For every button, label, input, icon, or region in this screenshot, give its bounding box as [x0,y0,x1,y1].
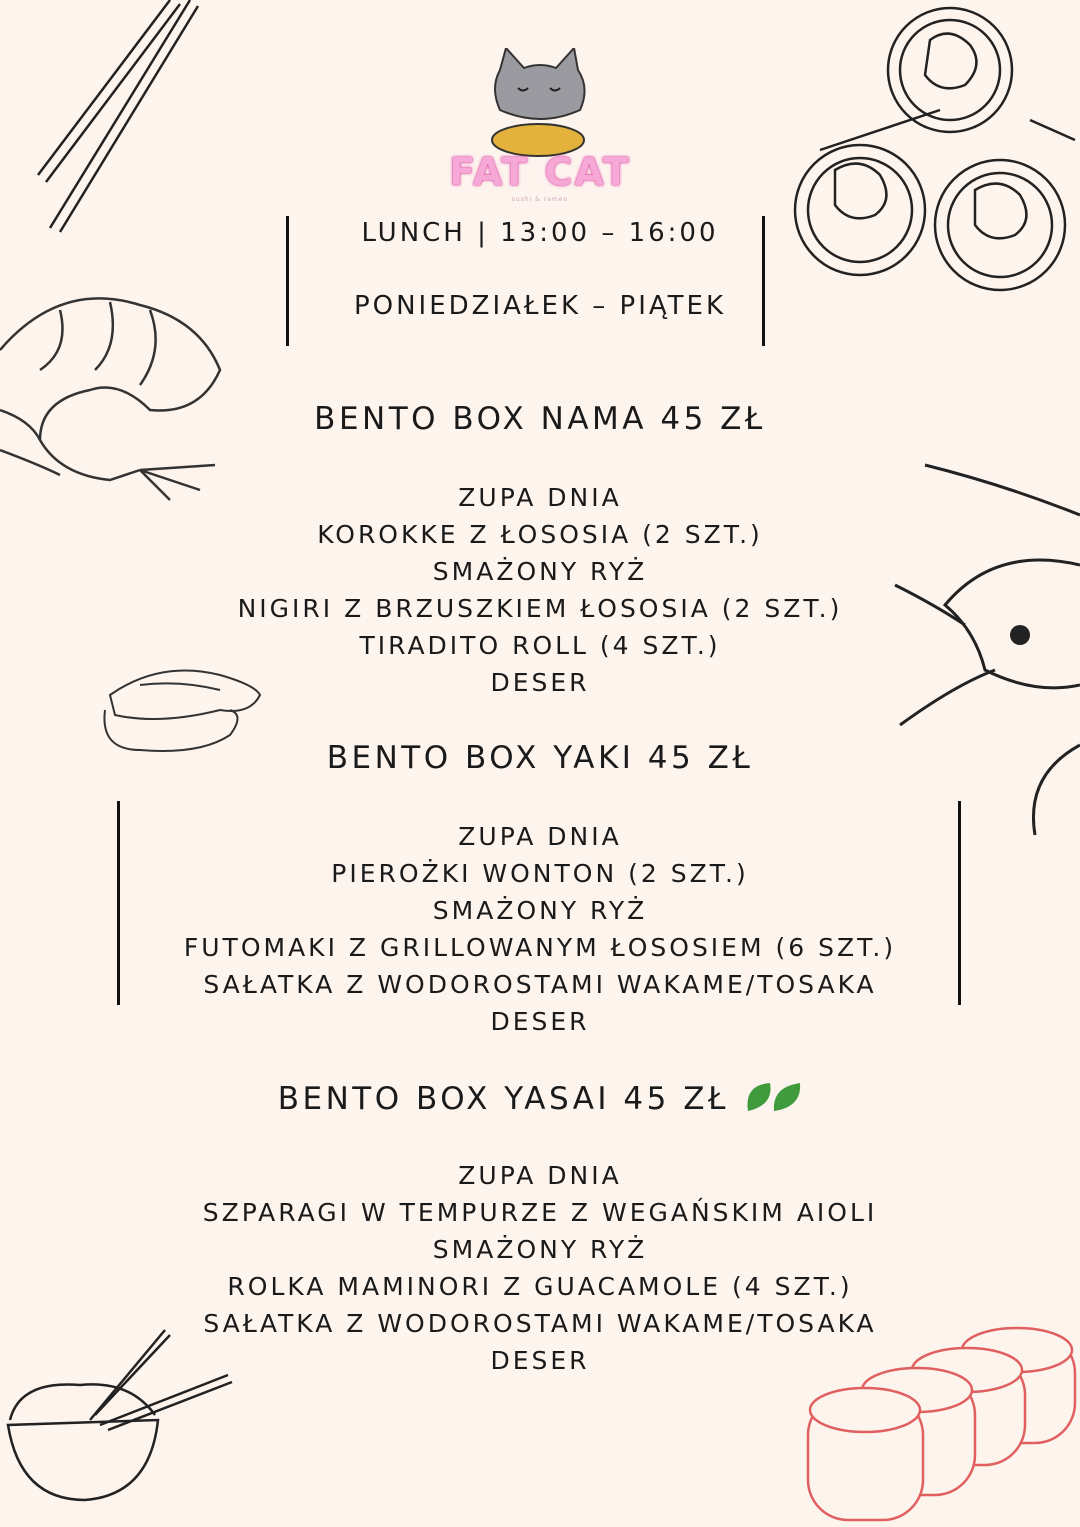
cat-logo-icon [478,48,602,158]
list-item: DESER [490,1346,590,1375]
section-title-yaki: BENTO BOX YAKI 45 ZŁ [326,740,754,776]
brand-logo-text: FAT CAT [449,150,631,194]
section-title-nama: BENTO BOX NAMA 45 ZŁ [314,401,766,437]
list-item: ROLKA MAMINORI Z GUACAMOLE (4 SZT.) [227,1272,853,1301]
list-item: TIRADITO ROLL (4 SZT.) [359,631,721,660]
list-item: SMAŻONY RYŻ [432,1235,648,1264]
list-item: NIGIRI Z BRZUSZKIEM ŁOSOSIA (2 SZT.) [237,594,843,623]
list-item: SAŁATKA Z WODOROSTAMI WAKAME/TOSAKA [203,1309,877,1338]
list-item: ZUPA DNIA [458,1161,622,1190]
lunch-days: PONIEDZIAŁEK – PIĄTEK [353,291,727,321]
list-item: SAŁATKA Z WODOROSTAMI WAKAME/TOSAKA [203,970,877,999]
brand-tagline: sushi & ramen [511,196,569,203]
list-item: SZPARAGI W TEMPURZE Z WEGAŃSKIM AIOLI [202,1198,878,1227]
list-item: DESER [490,1007,590,1036]
list-item: ZUPA DNIA [458,822,622,851]
vegan-leaf-icon [744,1079,802,1115]
shrimp-icon [0,290,240,510]
list-item: ZUPA DNIA [458,483,622,512]
list-item: KOROKKE Z ŁOSOSIA (2 SZT.) [317,520,763,549]
lunch-hours: LUNCH | 13:00 – 16:00 [361,218,719,248]
list-item: SMAŻONY RYŻ [432,557,648,586]
list-item: DESER [490,668,590,697]
section-title-yasai-text: BENTO BOX YASAI 45 ZŁ [277,1081,729,1117]
list-item: SMAŻONY RYŻ [432,896,648,925]
list-item: PIEROŻKI WONTON (2 SZT.) [331,859,749,888]
section-title-yasai [0,1079,1080,1117]
list-item: FUTOMAKI Z GRILLOWANYM ŁOSOSIEM (6 SZT.) [183,933,897,962]
